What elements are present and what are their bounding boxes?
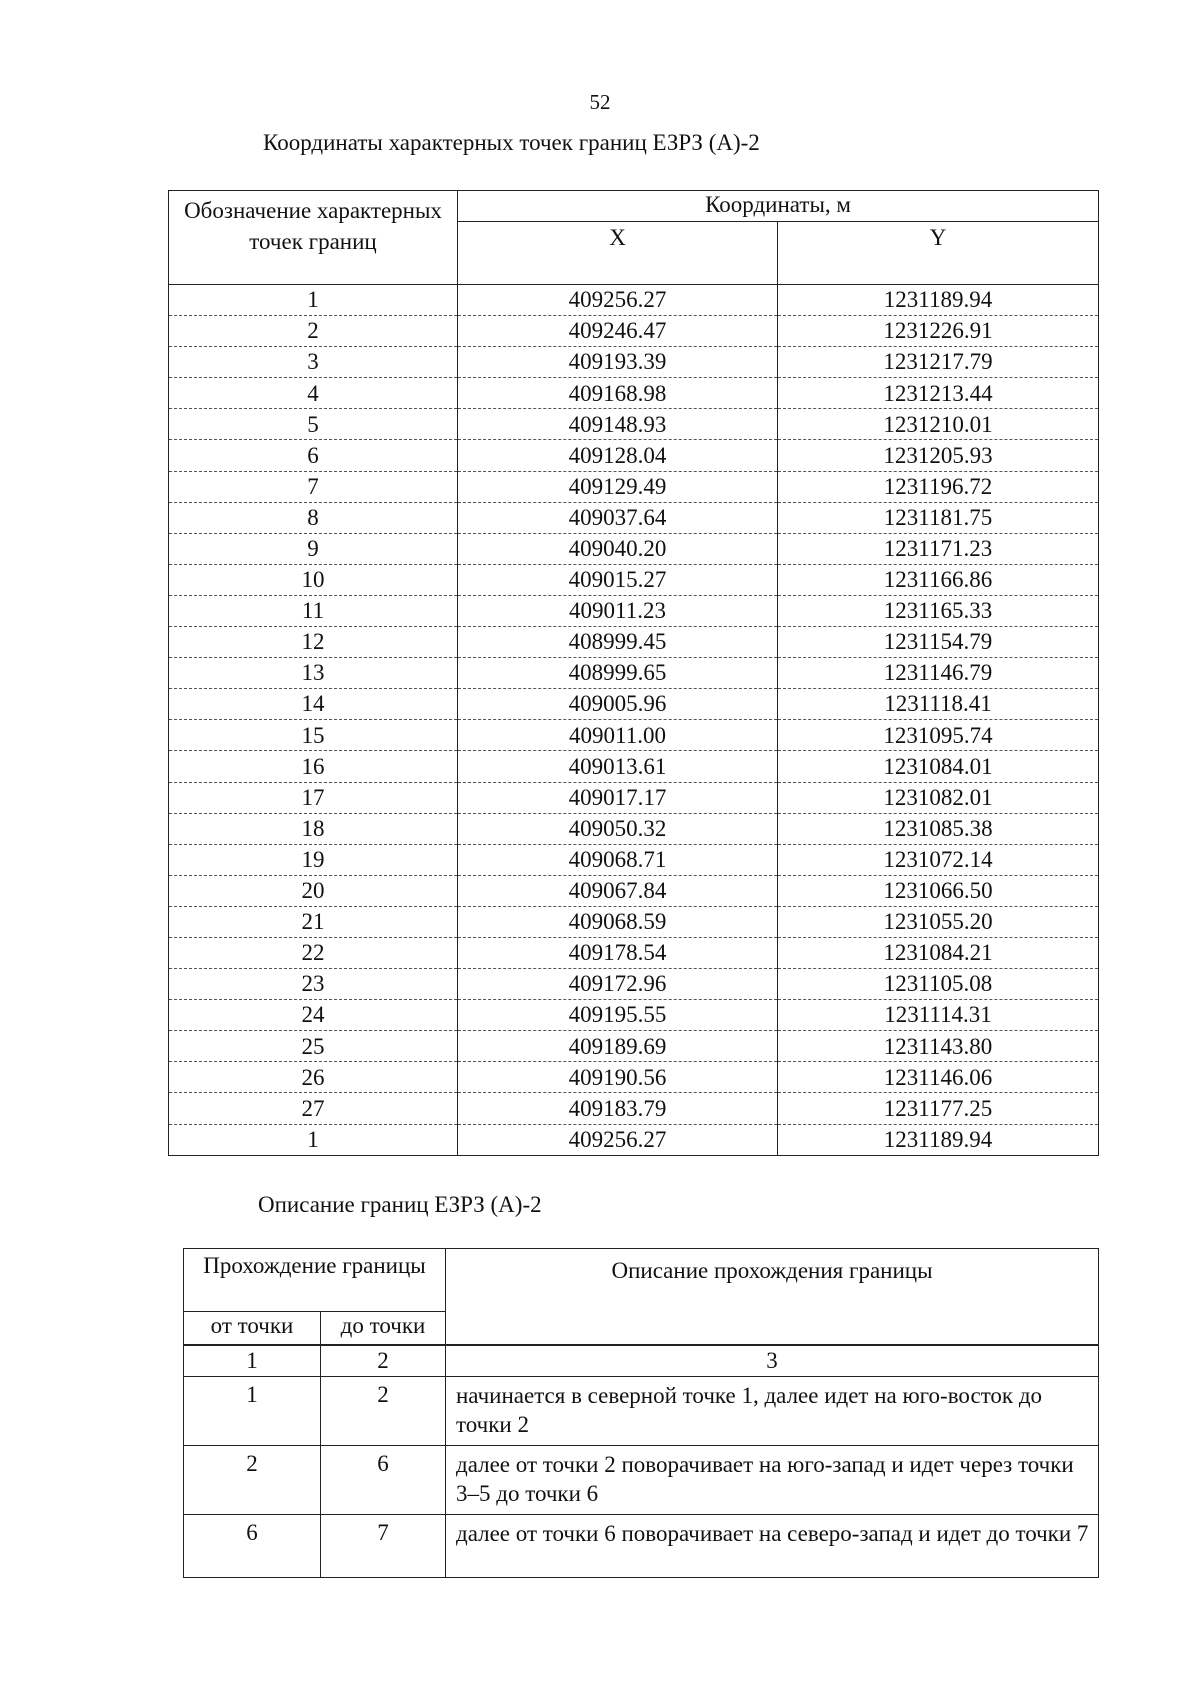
x-coordinate-cell: 409068.71 — [458, 844, 778, 875]
y-coordinate-cell: 1231217.79 — [778, 347, 1099, 378]
to-point-cell: 2 — [321, 1377, 446, 1446]
y-coordinate-cell: 1231084.01 — [778, 751, 1099, 782]
coordinates-group-header: Координаты, м — [458, 191, 1099, 222]
table-row — [184, 1515, 1099, 1578]
y-coordinate-cell: 1231072.14 — [778, 844, 1099, 875]
x-coordinate-cell: 409189.69 — [458, 1031, 778, 1062]
point-number-cell: 7 — [169, 471, 458, 502]
point-number-cell: 5 — [169, 409, 458, 440]
y-coordinate-cell: 1231146.06 — [778, 1062, 1099, 1093]
x-coordinate-cell: 409068.59 — [458, 906, 778, 937]
x-coordinate-cell: 409172.96 — [458, 969, 778, 1000]
table-row — [169, 1062, 1099, 1093]
table-row — [169, 937, 1099, 968]
column-number: 2 — [321, 1345, 446, 1377]
table-row — [169, 1124, 1099, 1155]
table-row — [169, 1093, 1099, 1124]
point-number-cell: 14 — [169, 689, 458, 720]
point-number-cell: 23 — [169, 969, 458, 1000]
y-coordinate-cell: 1231143.80 — [778, 1031, 1099, 1062]
x-coordinate-cell: 409256.27 — [458, 1124, 778, 1155]
description-header: Описание прохождения границы — [446, 1249, 1099, 1346]
y-coordinate-cell: 1231095.74 — [778, 720, 1099, 751]
x-coordinate-cell: 409128.04 — [458, 440, 778, 471]
coordinates-table — [168, 190, 1099, 1156]
point-designation-header: Обозначение характерных точек границ — [169, 191, 458, 285]
point-number-cell: 11 — [169, 595, 458, 626]
x-coordinate-cell: 409246.47 — [458, 316, 778, 347]
from-point-header: от точки — [184, 1312, 321, 1346]
table-row — [169, 533, 1099, 564]
table-row — [169, 969, 1099, 1000]
y-coordinate-cell: 1231066.50 — [778, 875, 1099, 906]
table-row — [169, 595, 1099, 626]
x-coordinate-cell: 409040.20 — [458, 533, 778, 564]
point-number-cell: 1 — [169, 285, 458, 316]
to-point-cell: 6 — [321, 1446, 446, 1515]
y-coordinate-cell: 1231166.86 — [778, 564, 1099, 595]
x-coordinate-cell: 409178.54 — [458, 937, 778, 968]
point-number-cell: 17 — [169, 782, 458, 813]
x-coordinate-cell: 409011.23 — [458, 595, 778, 626]
column-number: 1 — [184, 1345, 321, 1377]
coordinates-body — [169, 285, 1099, 1156]
point-number-cell: 13 — [169, 658, 458, 689]
table-row — [169, 658, 1099, 689]
y-coordinate-cell: 1231118.41 — [778, 689, 1099, 720]
y-coordinate-cell: 1231189.94 — [778, 285, 1099, 316]
from-point-cell: 2 — [184, 1446, 321, 1515]
y-coordinate-cell: 1231196.72 — [778, 471, 1099, 502]
point-number-cell: 9 — [169, 533, 458, 564]
x-coordinate-cell: 409067.84 — [458, 875, 778, 906]
table-row — [169, 440, 1099, 471]
table-row — [169, 813, 1099, 844]
to-point-header: до точки — [321, 1312, 446, 1346]
point-number-cell: 1 — [169, 1124, 458, 1155]
point-number-cell: 20 — [169, 875, 458, 906]
y-header: Y — [778, 222, 1099, 285]
x-coordinate-cell: 409183.79 — [458, 1093, 778, 1124]
table-row — [169, 378, 1099, 409]
from-point-cell: 6 — [184, 1515, 321, 1578]
table-row — [169, 347, 1099, 378]
table-row — [184, 1446, 1099, 1515]
point-number-cell: 16 — [169, 751, 458, 782]
table-row — [169, 471, 1099, 502]
y-coordinate-cell: 1231055.20 — [778, 906, 1099, 937]
description-title: Описание границ ЕЗРЗ (А)-2 — [258, 1192, 542, 1217]
description-cell: далее от точки 2 поворачивает на юго-запад и идет через точки 3–5 до точки 6 — [446, 1446, 1099, 1515]
table-row — [169, 906, 1099, 937]
point-number-cell: 22 — [169, 937, 458, 968]
table-row — [169, 689, 1099, 720]
point-number-cell: 27 — [169, 1093, 458, 1124]
y-coordinate-cell: 1231165.33 — [778, 595, 1099, 626]
y-coordinate-cell: 1231226.91 — [778, 316, 1099, 347]
x-coordinate-cell: 409005.96 — [458, 689, 778, 720]
point-number-cell: 19 — [169, 844, 458, 875]
x-coordinate-cell: 409195.55 — [458, 1000, 778, 1031]
x-coordinate-cell: 409148.93 — [458, 409, 778, 440]
passage-header: Прохождение границы — [184, 1249, 446, 1312]
y-coordinate-cell: 1231105.08 — [778, 969, 1099, 1000]
table-row — [184, 1377, 1099, 1446]
x-coordinate-cell: 409013.61 — [458, 751, 778, 782]
x-coordinate-cell: 409011.00 — [458, 720, 778, 751]
y-coordinate-cell: 1231213.44 — [778, 378, 1099, 409]
table-row — [169, 782, 1099, 813]
description-cell: далее от точки 6 поворачивает на северо-запад и идет до точки 7 — [446, 1515, 1099, 1578]
description-body — [184, 1377, 1099, 1578]
column-number: 3 — [446, 1345, 1099, 1377]
point-number-cell: 25 — [169, 1031, 458, 1062]
x-coordinate-cell: 408999.45 — [458, 627, 778, 658]
x-coordinate-cell: 409037.64 — [458, 502, 778, 533]
x-coordinate-cell: 409017.17 — [458, 782, 778, 813]
y-coordinate-cell: 1231084.21 — [778, 937, 1099, 968]
point-number-cell: 3 — [169, 347, 458, 378]
y-coordinate-cell: 1231189.94 — [778, 1124, 1099, 1155]
y-coordinate-cell: 1231205.93 — [778, 440, 1099, 471]
y-coordinate-cell: 1231085.38 — [778, 813, 1099, 844]
point-number-cell: 21 — [169, 906, 458, 937]
table-row — [169, 751, 1099, 782]
table-row — [169, 1000, 1099, 1031]
table-row — [169, 409, 1099, 440]
table-row — [169, 720, 1099, 751]
y-coordinate-cell: 1231210.01 — [778, 409, 1099, 440]
y-coordinate-cell: 1231082.01 — [778, 782, 1099, 813]
page-number: 52 — [589, 90, 611, 114]
point-number-cell: 26 — [169, 1062, 458, 1093]
point-number-cell: 6 — [169, 440, 458, 471]
table-row — [169, 316, 1099, 347]
y-coordinate-cell: 1231154.79 — [778, 627, 1099, 658]
table-row — [169, 875, 1099, 906]
x-coordinate-cell: 409129.49 — [458, 471, 778, 502]
x-coordinate-cell: 409190.56 — [458, 1062, 778, 1093]
x-coordinate-cell: 409168.98 — [458, 378, 778, 409]
coordinates-title: Координаты характерных точек границ ЕЗРЗ (А)-2 — [263, 130, 760, 155]
table-row — [169, 627, 1099, 658]
point-number-cell: 2 — [169, 316, 458, 347]
to-point-cell: 7 — [321, 1515, 446, 1578]
y-coordinate-cell: 1231171.23 — [778, 533, 1099, 564]
x-coordinate-cell: 409015.27 — [458, 564, 778, 595]
table-row — [169, 844, 1099, 875]
x-coordinate-cell: 409256.27 — [458, 285, 778, 316]
point-number-cell: 12 — [169, 627, 458, 658]
point-number-cell: 15 — [169, 720, 458, 751]
table-row — [169, 285, 1099, 316]
boundary-description-table — [183, 1248, 1099, 1578]
x-coordinate-cell: 409193.39 — [458, 347, 778, 378]
point-number-cell: 4 — [169, 378, 458, 409]
x-coordinate-cell: 409050.32 — [458, 813, 778, 844]
point-number-cell: 24 — [169, 1000, 458, 1031]
y-coordinate-cell: 1231114.31 — [778, 1000, 1099, 1031]
point-number-cell: 18 — [169, 813, 458, 844]
y-coordinate-cell: 1231181.75 — [778, 502, 1099, 533]
table-row — [169, 1031, 1099, 1062]
point-number-cell: 8 — [169, 502, 458, 533]
point-number-cell: 10 — [169, 564, 458, 595]
description-cell: начинается в северной точке 1, далее идет на юго-восток до точки 2 — [446, 1377, 1099, 1446]
table-row — [169, 502, 1099, 533]
table-row — [169, 564, 1099, 595]
x-coordinate-cell: 408999.65 — [458, 658, 778, 689]
x-header: X — [458, 222, 778, 285]
y-coordinate-cell: 1231146.79 — [778, 658, 1099, 689]
from-point-cell: 1 — [184, 1377, 321, 1446]
y-coordinate-cell: 1231177.25 — [778, 1093, 1099, 1124]
